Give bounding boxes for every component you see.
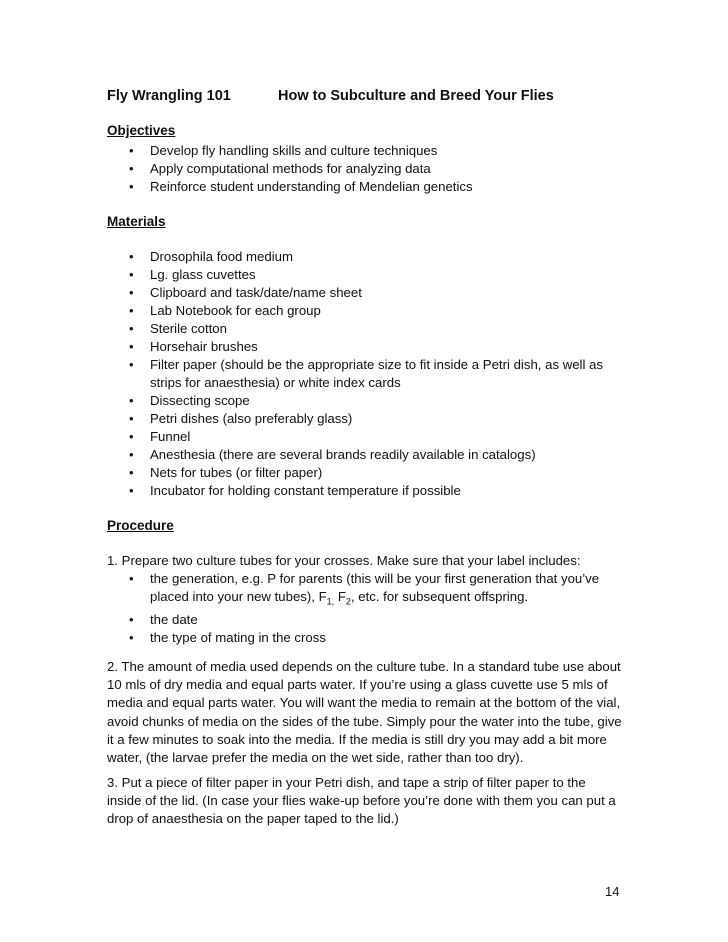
list-item: • Apply computational methods for analyzing data — [129, 161, 431, 176]
bullet-icon: • — [129, 571, 134, 586]
bullet-icon: • — [129, 249, 134, 264]
objectives-heading: Objectives — [107, 123, 176, 138]
bullet-icon: • — [129, 483, 134, 498]
list-item: • Funnel — [129, 429, 191, 444]
document-header — [107, 88, 554, 104]
list-item: • Develop fly handling skills and culture techniques — [129, 143, 438, 158]
list-item: • Anesthesia (there are several brands readily available in catalogs) — [129, 447, 536, 462]
bullet-icon: • — [129, 393, 134, 408]
bullet-icon: • — [129, 143, 134, 158]
materials-heading: Materials — [107, 214, 166, 229]
list-item: • Sterile cotton — [129, 321, 227, 336]
page-number: 14 — [605, 884, 620, 899]
bullet-icon: • — [129, 179, 134, 194]
bullet-icon: • — [129, 629, 134, 645]
list-item: • Petri dishes (also preferably glass) — [129, 411, 353, 426]
step-1-list — [0, 570, 620, 647]
procedure-step-2: 2. The amount of media used depends on the culture tube. In a standard tube use about 10 mls of dry media and equal parts water. If you’re using a glass cuvette use 5 mls of media and equal parts water. You will want the media to remain at the bottom of the vial, avoid chunks of media on the sides of the tube. Simply pour the water into the tube, give it a few minutes to soak into the media. If the media is still dry you may add a bit more water, (the larvae prefer the media on the wet side, rather than too dry). — [107, 659, 622, 766]
bullet-icon: • — [129, 321, 134, 336]
bullet-icon: • — [129, 411, 134, 426]
procedure-step-1: 1. Prepare two culture tubes for your crosses. Make sure that your label includes: — [107, 553, 581, 568]
list-item: • Dissecting scope — [129, 393, 250, 408]
bullet-icon: • — [129, 267, 134, 282]
list-item: • Clipboard and task/date/name sheet — [129, 285, 362, 300]
list-item: • Lab Notebook for each group — [129, 303, 321, 318]
bullet-icon: • — [129, 161, 134, 176]
course-title: Fly Wrangling 101 — [107, 88, 231, 104]
list-item: • Horsehair brushes — [129, 339, 258, 354]
bullet-icon: • — [129, 339, 134, 354]
list-item: • Reinforce student understanding of Mendelian genetics — [129, 179, 473, 194]
bullet-icon: • — [129, 429, 134, 444]
list-item: • Nets for tubes (or filter paper) — [129, 465, 323, 480]
procedure-heading: Procedure — [107, 518, 174, 533]
list-item: • Filter paper (should be the appropriate size to fit inside a Petri dish, as well as strips for anaesthesia) or white index cards — [129, 357, 604, 390]
materials-list — [0, 248, 620, 500]
bullet-icon: • — [129, 465, 134, 480]
procedure-step-3: 3. Put a piece of filter paper in your Petri dish, and tape a strip of filter paper to the inside of the lid. (In case your flies wake-up before you’re done with them you can put a drop of anaesthesia on the paper taped to the lid.) — [107, 775, 616, 827]
list-item: • Drosophila food medium — [129, 249, 293, 264]
bullet-icon: • — [129, 303, 134, 318]
bullet-icon: • — [129, 357, 134, 372]
objectives-list — [0, 142, 620, 196]
bullet-icon: • — [129, 447, 134, 462]
bullet-icon: • — [129, 611, 134, 627]
bullet-icon: • — [129, 285, 134, 300]
list-item: • the date — [129, 611, 198, 627]
list-item: • Lg. glass cuvettes — [129, 267, 256, 282]
list-item: • Incubator for holding constant temperature if possible — [129, 483, 461, 498]
list-item: • the generation, e.g. P for parents (this will be your first generation that you’ve placed into your new tubes), $F_{1,}$ $F_2$, etc. for subsequent offspring. — [129, 571, 600, 607]
list-item: • the type of mating in the cross — [129, 629, 326, 645]
page-title: How to Subculture and Breed Your Flies — [278, 88, 554, 104]
